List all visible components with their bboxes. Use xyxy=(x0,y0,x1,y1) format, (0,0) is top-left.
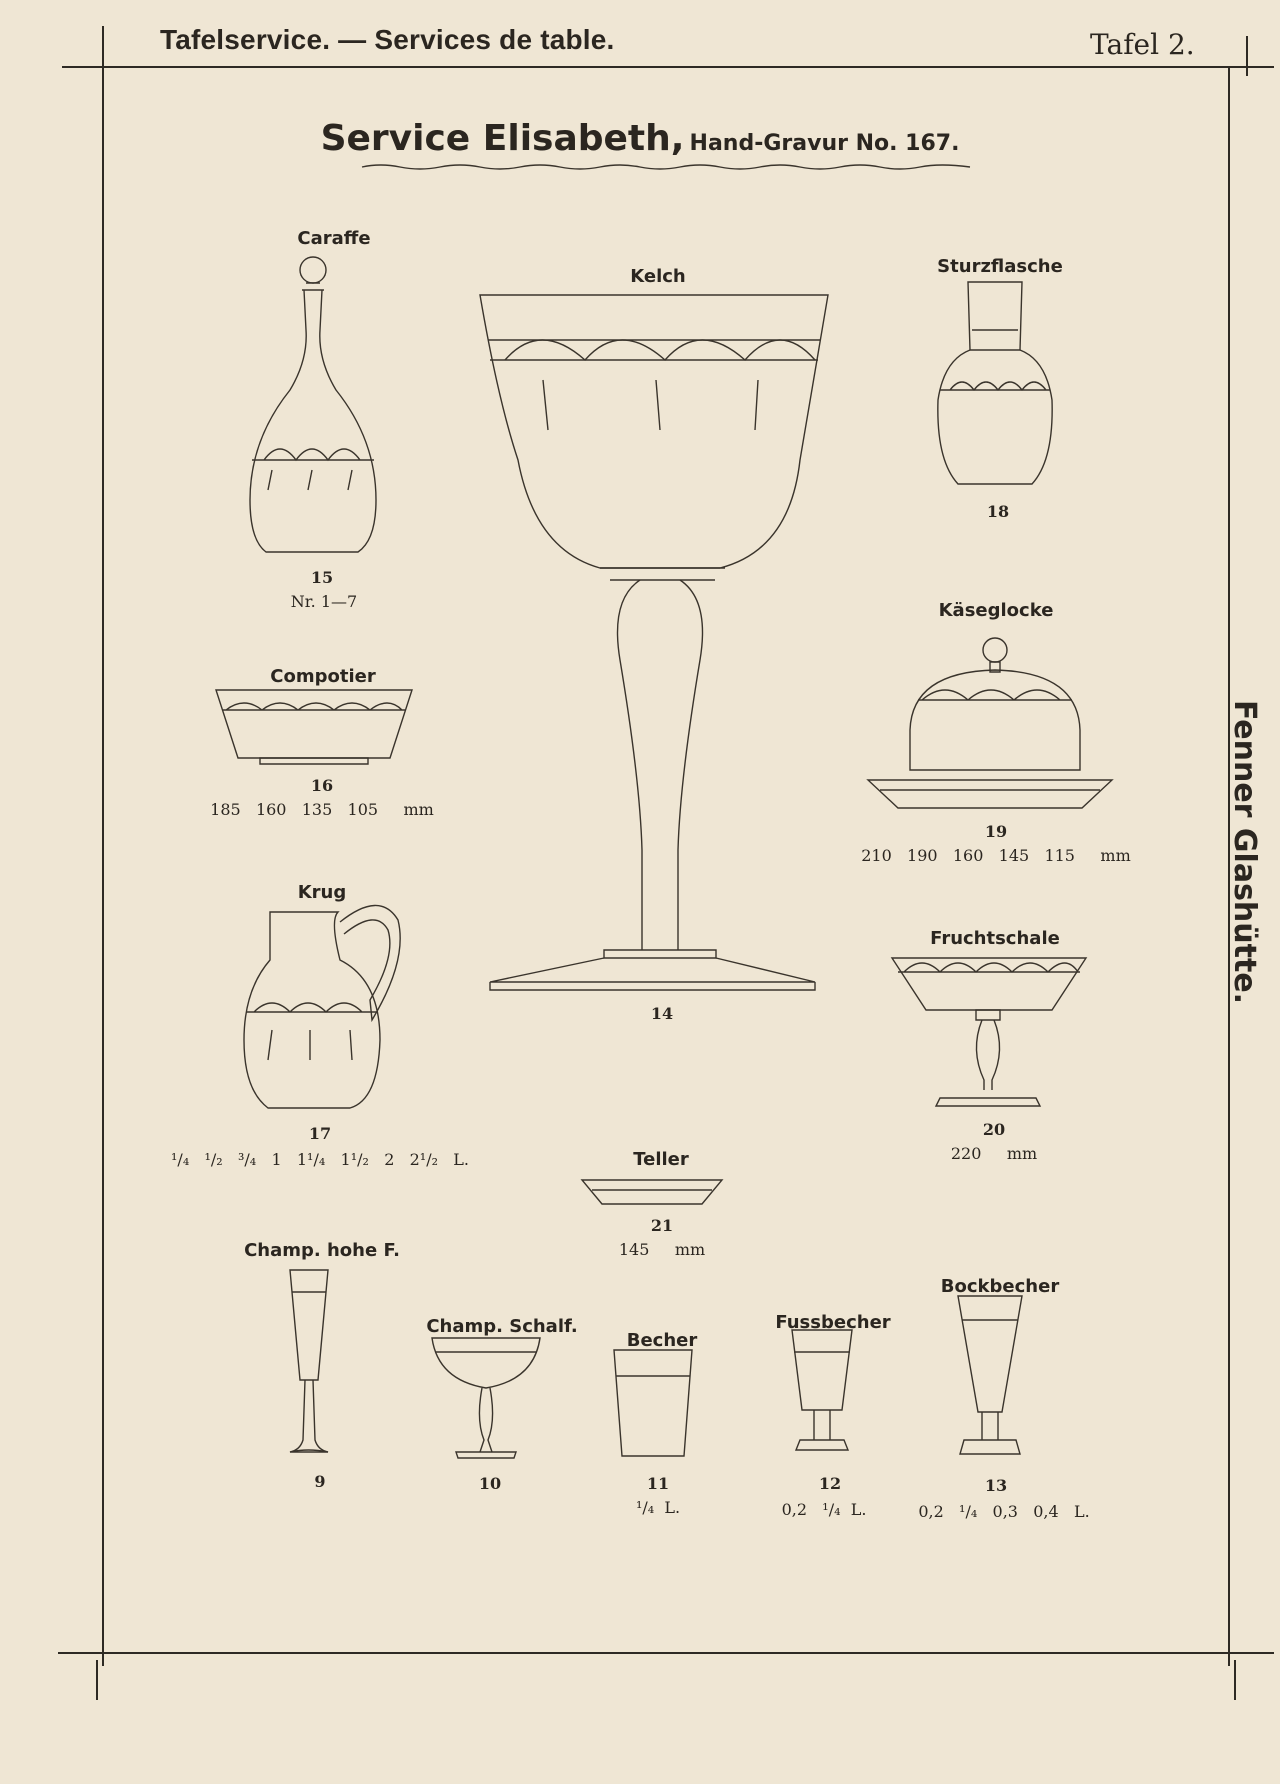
compotier-number: 16 xyxy=(310,776,334,795)
kaeseglocke-label: Käseglocke xyxy=(938,600,1054,621)
kaeseglocke-sizes: 210 190 160 145 115 mm xyxy=(861,846,1131,865)
kelch-label: Kelch xyxy=(630,266,686,287)
champagne-flute-drawing xyxy=(290,1270,328,1452)
fruchtschale-drawing xyxy=(892,958,1086,1106)
plate-number: Tafel 2. xyxy=(1090,28,1195,61)
compotier-sizes: 185 160 135 105 mm xyxy=(210,800,434,819)
sturzflasche-number: 18 xyxy=(986,502,1010,521)
fussbecher-label: Fussbecher xyxy=(775,1312,891,1333)
maker-name: Fenner Glashütte. xyxy=(1227,700,1262,1005)
teller-sizes: 145 mm xyxy=(618,1240,706,1259)
becher-drawing xyxy=(614,1350,692,1456)
caraffe-drawing xyxy=(250,257,376,552)
fruchtschale-sizes: 220 mm xyxy=(950,1144,1038,1163)
fussbecher-drawing xyxy=(792,1330,852,1450)
fruchtschale-label: Fruchtschale xyxy=(930,928,1060,949)
teller-drawing xyxy=(582,1180,722,1204)
kelch-drawing xyxy=(480,295,828,990)
krug-label: Krug xyxy=(297,882,347,903)
champ-schalf-number: 10 xyxy=(478,1474,502,1493)
teller-label: Teller xyxy=(633,1149,689,1170)
bockbecher-drawing xyxy=(958,1296,1022,1454)
engraving-number: Hand-Gravur No. 167. xyxy=(689,131,960,156)
kaeseglocke-number: 19 xyxy=(984,822,1008,841)
krug-sizes: ¹/₄ ¹/₂ ³/₄ 1 1¹/₄ 1¹/₂ 2 2¹/₂ L. xyxy=(171,1150,469,1169)
sturzflasche-drawing xyxy=(938,282,1052,484)
becher-number: 11 xyxy=(646,1474,670,1493)
champ-hohe-label: Champ. hohe F. xyxy=(244,1240,400,1261)
sturzflasche-label: Sturzflasche xyxy=(937,256,1063,277)
becher-sizes: ¹/₄ L. xyxy=(635,1498,681,1517)
fussbecher-sizes: 0,2 ¹/₄ L. xyxy=(781,1500,867,1519)
bockbecher-label: Bockbecher xyxy=(940,1276,1060,1297)
caraffe-number: 15 xyxy=(310,568,334,587)
fussbecher-number: 12 xyxy=(818,1474,842,1493)
bockbecher-sizes: 0,2 ¹/₄ 0,3 0,4 L. xyxy=(918,1502,1090,1521)
champagne-coupe-drawing xyxy=(432,1338,540,1458)
teller-number: 21 xyxy=(650,1216,674,1235)
krug-drawing xyxy=(244,905,400,1108)
kaeseglocke-drawing xyxy=(868,638,1112,808)
title-underline xyxy=(362,165,970,169)
becher-label: Becher xyxy=(626,1330,698,1351)
header-title: Tafelservice. — Services de table. xyxy=(160,24,615,55)
bockbecher-number: 13 xyxy=(984,1476,1008,1495)
champ-schalf-label: Champ. Schalf. xyxy=(426,1316,578,1337)
fruchtschale-number: 20 xyxy=(982,1120,1006,1139)
caraffe-sizes: Nr. 1—7 xyxy=(290,592,358,611)
champ-hohe-number: 9 xyxy=(314,1472,326,1491)
compotier-drawing xyxy=(216,690,412,764)
kelch-number: 14 xyxy=(650,1004,674,1023)
caraffe-label: Caraffe xyxy=(297,228,371,249)
krug-number: 17 xyxy=(308,1124,332,1143)
compotier-label: Compotier xyxy=(270,666,376,687)
service-name: Service Elisabeth, xyxy=(320,118,685,159)
